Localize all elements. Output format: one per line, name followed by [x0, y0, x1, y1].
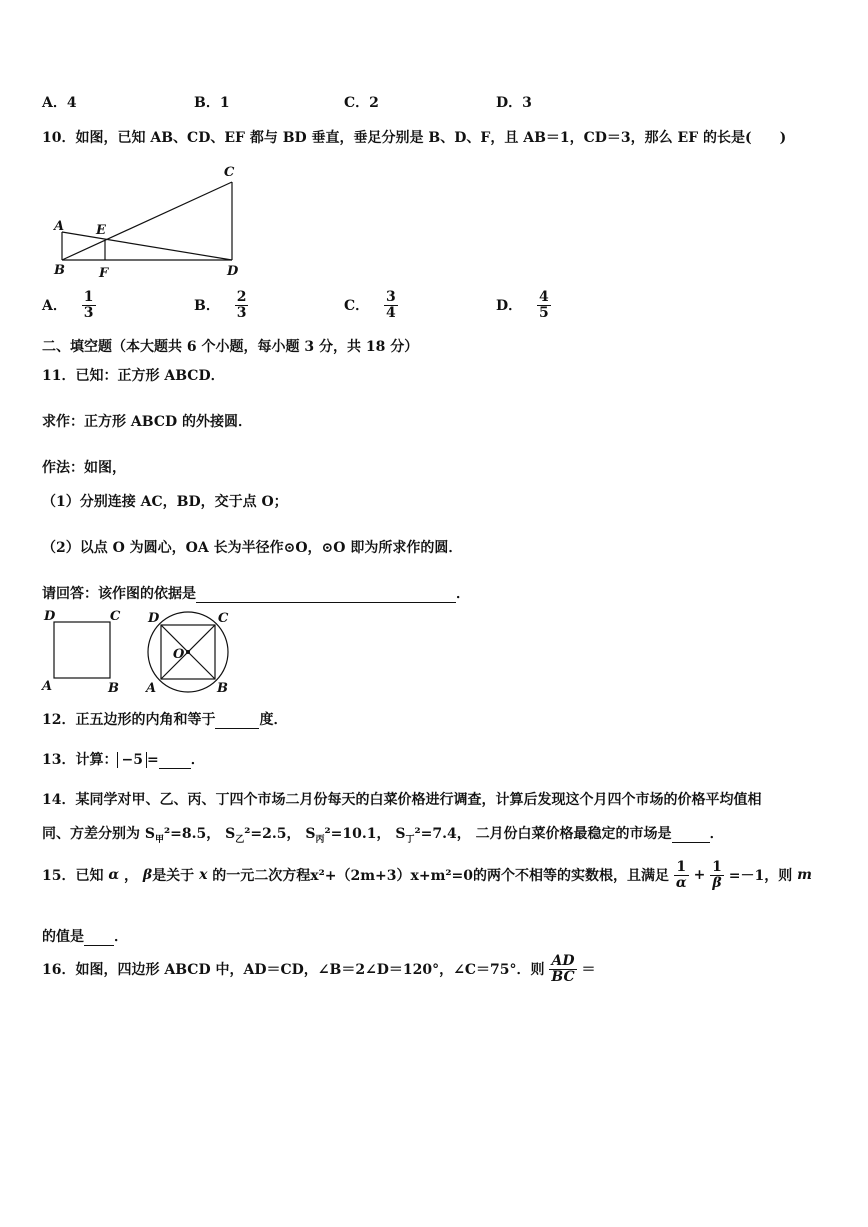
answer-blank[interactable] — [215, 712, 259, 729]
q9-option-a: A．4 — [42, 95, 77, 111]
q10-stem: 10．如图，已知 AB、CD、EF 都与 BD 垂直，垂足分别是 B、D、F，且 AB＝1，CD＝3，那么 EF 的长是( ) — [42, 130, 787, 146]
q11-step1: （1）分别连接 AC，BD，交于点 O； — [42, 494, 288, 510]
q10-figure — [50, 160, 250, 282]
fig1-label-c: C — [110, 609, 121, 624]
q10-label-b: B — [54, 263, 65, 278]
q11-figures — [40, 606, 240, 698]
q11-question: 请回答：该作图的依据是 ． — [42, 586, 470, 602]
answer-blank[interactable] — [159, 752, 191, 769]
q15-line1: 15．已知 α ， β是关于 x 的一元二次方程x²+（2m+3）x+m²=0的两个不相等的实数根，且满足 $\frac{1}{\alpha}$ + $\frac{1}{\beta}$ =－1，则 m — [42, 859, 812, 891]
fig1-label-d: D — [44, 609, 56, 624]
fig1-label-b: B — [108, 681, 119, 696]
answer-blank[interactable] — [84, 929, 114, 946]
q10-label-e: E — [96, 223, 106, 238]
q10-label-a: A — [54, 219, 65, 234]
fig2-label-a: A — [146, 681, 157, 696]
q10-option-a: A． $\frac{1}{3}$ — [42, 289, 94, 321]
q16: 16．如图，四边形 ABCD 中，AD＝CD，∠B＝2∠D＝120°，∠C＝75°．则 $\frac{AD}{BC}$ ＝ — [42, 953, 596, 985]
q10-label-d: D — [227, 264, 239, 279]
q9-option-c: C．2 — [344, 95, 379, 111]
q14-line1: 14．某同学对甲、乙、丙、丁四个市场二月份每天的白菜价格进行调查，计算后发现这个月四个市场的价格平均值相 — [42, 792, 762, 808]
q11-method: 作法：如图， — [42, 460, 126, 476]
fig2-label-c: C — [218, 611, 229, 626]
q11-construct: 求作：正方形 ABCD 的外接圆． — [42, 414, 252, 430]
q14-line2: 同、方差分别为 $S_甲^2=8.5$， $S_乙^2=2.5$， $S_丙^2=10.1$， $S_丁^2=7.4$， 二月份白菜价格最稳定的市场是 ． — [42, 826, 724, 845]
q10-label-f: F — [99, 266, 109, 281]
q11-step2: （2）以点 O 为圆心，OA 长为半径作⊙O，⊙O 即为所求作的圆． — [42, 540, 463, 556]
fig2-label-o: O — [173, 647, 185, 662]
fig2-label-b: B — [217, 681, 228, 696]
answer-blank[interactable] — [196, 586, 456, 603]
answer-blank[interactable] — [672, 826, 710, 843]
q10-option-c: C． $\frac{3}{4}$ — [344, 289, 396, 321]
section-title: 二、填空题（本大题共 6 个小题，每小题 3 分，共 18 分） — [42, 339, 419, 355]
q10-option-d: D． $\frac{4}{5}$ — [496, 289, 549, 321]
fig2-label-d: D — [148, 611, 160, 626]
q11-given: 11．已知：正方形 ABCD． — [42, 368, 225, 384]
q15-line2: 的值是 ． — [42, 929, 128, 945]
q10-label-c: C — [224, 165, 235, 180]
fig1-label-a: A — [42, 679, 53, 694]
q10-option-b: B． $\frac{2}{3}$ — [194, 289, 247, 321]
q12: 12．正五边形的内角和等于 度． — [42, 712, 288, 728]
q9-option-b: B．1 — [194, 95, 230, 111]
q9-option-d: D．3 — [496, 95, 532, 111]
q13: 13．计算： −5 = ． — [42, 752, 205, 768]
